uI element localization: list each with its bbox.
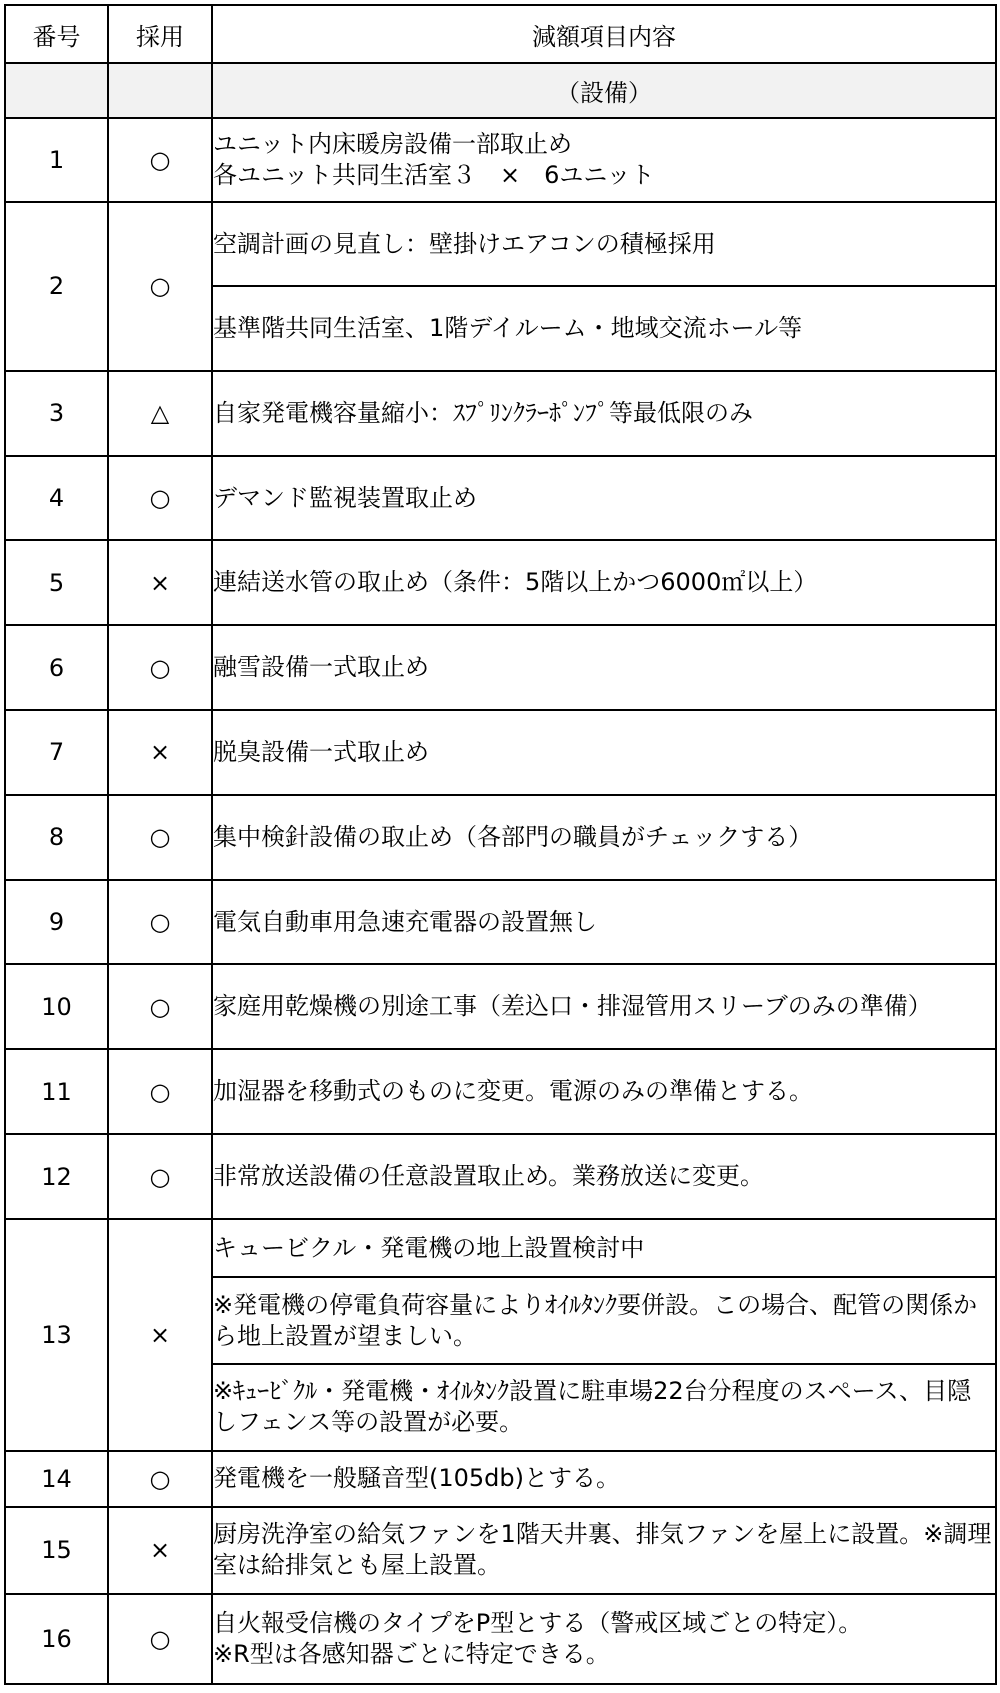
adoption-mark: ○ xyxy=(108,1049,212,1134)
item-description xyxy=(212,118,996,202)
table-row xyxy=(5,1507,996,1594)
item-description: 空調計画の見直し：壁掛けエアコンの積極採用 xyxy=(212,202,996,286)
item-number: 3 xyxy=(5,371,108,456)
item-description: 厨房洗浄室の給気ファンを1階天井裏、排気ファンを屋上に設置。※調理室は給排気とも屋上設置。 xyxy=(212,1507,996,1594)
item-number: 4 xyxy=(5,456,108,541)
item-description: 加湿器を移動式のものに変更。電源のみの準備とする。 xyxy=(212,1049,996,1134)
table-row xyxy=(5,1049,996,1134)
item-number: 15 xyxy=(5,1507,108,1594)
table-row xyxy=(5,625,996,710)
adoption-mark: ○ xyxy=(108,456,212,541)
section-row xyxy=(5,63,996,118)
section-label: （設備） xyxy=(212,63,996,118)
adoption-mark: × xyxy=(108,540,212,625)
item-description xyxy=(212,1594,996,1684)
item-number: 9 xyxy=(5,880,108,965)
adoption-mark: ○ xyxy=(108,1451,212,1507)
item-description: ※発電機の停電負荷容量によりｵｲﾙﾀﾝｸ要併設。この場合、配管の関係から地上設置が望ましい。 xyxy=(212,1277,996,1364)
item-description: 家庭用乾燥機の別途工事（差込口・排湿管用スリーブのみの準備） xyxy=(212,964,996,1049)
adoption-mark: ○ xyxy=(108,1594,212,1684)
table-row xyxy=(5,371,996,456)
table-header-row xyxy=(5,5,996,63)
table-row xyxy=(5,1451,996,1507)
item-description: 非常放送設備の任意設置取止め。業務放送に変更。 xyxy=(212,1134,996,1219)
item-number: 1 xyxy=(5,118,108,202)
item-number: 16 xyxy=(5,1594,108,1684)
table-row xyxy=(5,118,996,202)
table-row xyxy=(5,1134,996,1219)
header-number: 番号 xyxy=(5,5,108,63)
reduction-items-table xyxy=(4,4,997,1685)
item-description: 脱臭設備一式取止め xyxy=(212,710,996,795)
item-description: 自家発電機容量縮小：ｽﾌﾟﾘﾝｸﾗｰﾎﾟﾝﾌﾟ等最低限のみ xyxy=(212,371,996,456)
adoption-mark: △ xyxy=(108,371,212,456)
item-number: 11 xyxy=(5,1049,108,1134)
table-row xyxy=(5,540,996,625)
description-line: ユニット内床暖房設備一部取止め xyxy=(213,130,573,159)
description-line: 自火報受信機のタイプをP型とする（警戒区域ごとの特定）。 xyxy=(213,1608,863,1637)
section-empty-number xyxy=(5,63,108,118)
item-number: 13 xyxy=(5,1219,108,1451)
item-number: 8 xyxy=(5,795,108,880)
item-description: 基準階共同生活室、1階デイルーム・地域交流ホール等 xyxy=(212,286,996,371)
item-number: 6 xyxy=(5,625,108,710)
item-description: キュービクル・発電機の地上設置検討中 xyxy=(212,1219,996,1277)
table-row xyxy=(5,456,996,541)
adoption-mark: ○ xyxy=(108,964,212,1049)
item-description: 集中検針設備の取止め（各部門の職員がチェックする） xyxy=(212,795,996,880)
item-description: デマンド監視装置取止め xyxy=(212,456,996,541)
adoption-mark: ○ xyxy=(108,118,212,202)
description-line: 各ユニット共同生活室３ × 6ユニット xyxy=(213,161,655,190)
table-row xyxy=(5,795,996,880)
item-number: 12 xyxy=(5,1134,108,1219)
section-empty-adopted xyxy=(108,63,212,118)
item-number: 2 xyxy=(5,202,108,371)
header-content: 減額項目内容 xyxy=(212,5,996,63)
item-description: 融雪設備一式取止め xyxy=(212,625,996,710)
header-adopted: 採用 xyxy=(108,5,212,63)
table-row xyxy=(5,1594,996,1684)
adoption-mark: × xyxy=(108,710,212,795)
adoption-mark: ○ xyxy=(108,795,212,880)
item-number: 7 xyxy=(5,710,108,795)
item-description: 電気自動車用急速充電器の設置無し xyxy=(212,880,996,965)
table-row xyxy=(5,710,996,795)
item-description: 発電機を一般騒音型(105db)とする。 xyxy=(212,1451,996,1507)
table-row xyxy=(5,880,996,965)
description-line: ※R型は各感知器ごとに特定できる。 xyxy=(213,1639,610,1668)
table-row xyxy=(5,202,996,286)
adoption-mark: ○ xyxy=(108,1134,212,1219)
item-description: ※ｷｭｰﾋﾞｸﾙ・発電機・ｵｲﾙﾀﾝｸ設置に駐車場22台分程度のスペース、目隠しフェンス等の設置が必要。 xyxy=(212,1364,996,1451)
adoption-mark: × xyxy=(108,1507,212,1594)
table-row xyxy=(5,1219,996,1277)
table-row xyxy=(5,964,996,1049)
item-number: 5 xyxy=(5,540,108,625)
adoption-mark: × xyxy=(108,1219,212,1451)
item-number: 10 xyxy=(5,964,108,1049)
item-number: 14 xyxy=(5,1451,108,1507)
adoption-mark: ○ xyxy=(108,202,212,371)
item-description: 連結送水管の取止め（条件：5階以上かつ6000㎡以上） xyxy=(212,540,996,625)
adoption-mark: ○ xyxy=(108,625,212,710)
adoption-mark: ○ xyxy=(108,880,212,965)
